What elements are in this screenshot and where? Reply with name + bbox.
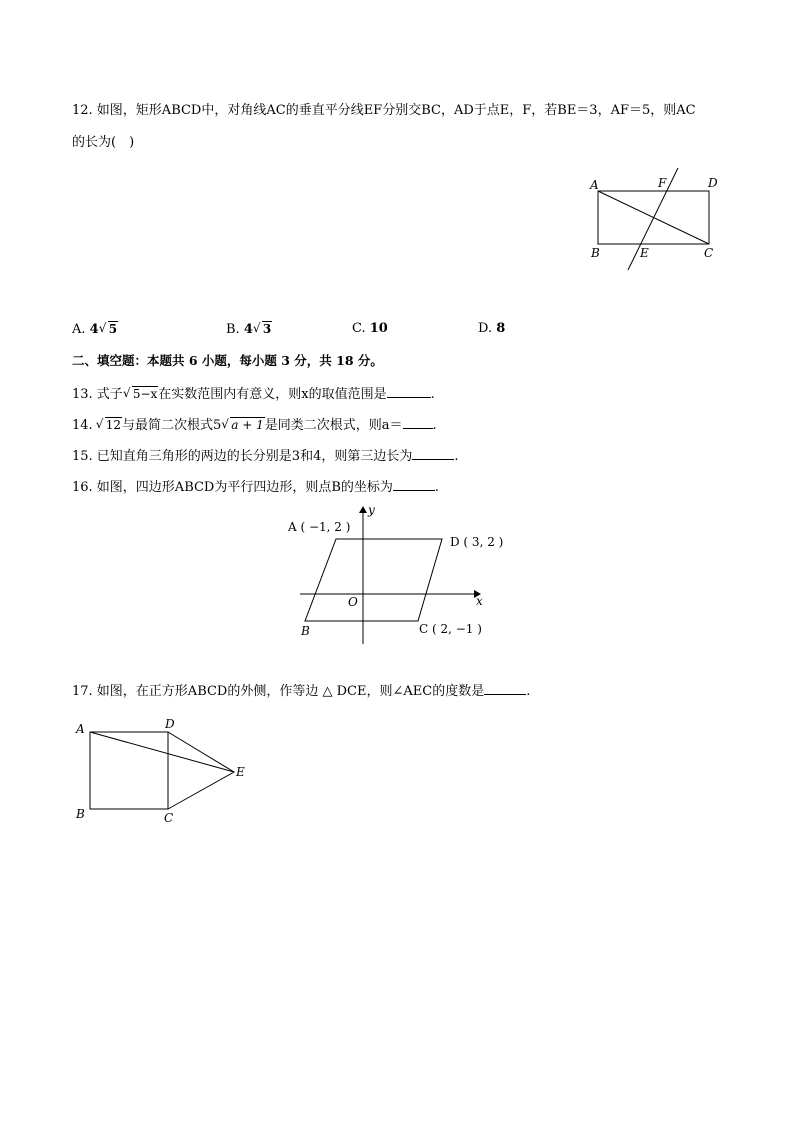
- q14-end: .: [432, 418, 437, 433]
- q12-option-d-value: 8: [496, 321, 506, 336]
- q16-label-c: C ( 2, −1 ): [419, 622, 482, 636]
- q12-label-b: B: [591, 246, 600, 260]
- q13-prefix: 13. 式子: [72, 387, 123, 402]
- q16-parallelogram-figure: [280, 500, 520, 650]
- section-fill-in-title: 二、填空题：本题共 6 小题，每小题 3 分，共 18 分。: [72, 353, 383, 368]
- q16-label-a: A ( −1, 2 ): [288, 520, 351, 534]
- q17-label-e: E: [236, 765, 245, 779]
- q12-option-a-coeff: 4: [89, 322, 99, 337]
- q16-end: .: [434, 480, 440, 495]
- q16-text: 16. 如图，四边形ABCD为平行四边形，则点B的坐标为: [72, 480, 393, 495]
- q17-answer-blank[interactable]: [484, 682, 526, 695]
- q12-label-e: E: [640, 246, 649, 260]
- q12-label-f: F: [658, 176, 667, 190]
- q14-prefix: 14.: [72, 418, 93, 433]
- q14-mid: 与最简二次根式5: [121, 418, 222, 433]
- q16-label-o: O: [348, 595, 358, 609]
- q12-option-b-root: √ 3: [252, 321, 272, 336]
- q16-label-b: B: [301, 624, 310, 638]
- q13-text: 在实数范围内有意义，则x的取值范围是: [158, 387, 387, 402]
- q12-option-b-label: B.: [226, 322, 240, 337]
- q15-text: 15. 已知直角三角形的两边的长分别是3和4，则第三边长为: [72, 449, 413, 464]
- q12-stem-line2: 的长为( ): [72, 135, 135, 150]
- q12-option-c-value: 10: [369, 321, 388, 336]
- q17-label-c: C: [164, 811, 174, 825]
- q12-option-c: [352, 320, 388, 338]
- q12-option-b-coeff: 4: [243, 322, 253, 337]
- q17-square-abcd: [90, 732, 168, 809]
- q12-option-b: [226, 320, 272, 339]
- q17-line: [72, 682, 530, 701]
- q14-root-1: √ 12: [95, 417, 121, 432]
- q13-root: √ 5−x: [122, 386, 158, 401]
- q16-label-d: D ( 3, 2 ): [450, 535, 504, 549]
- q16-parallelogram-abcd: [305, 539, 442, 621]
- q12-option-a-root: √ 5: [98, 321, 118, 336]
- q12-option-a-label: A.: [72, 322, 86, 337]
- q15-line: [72, 447, 459, 466]
- q16-answer-blank[interactable]: [393, 478, 435, 491]
- q14-radicand-1: 12: [105, 418, 121, 432]
- q12-perp-bisector-ef: [628, 168, 678, 270]
- q16-line: [72, 478, 439, 497]
- q16-label-x: x: [476, 594, 483, 608]
- q14-root-2: √ a + 1: [221, 417, 264, 432]
- q14-answer-blank[interactable]: [403, 416, 433, 429]
- q12-option-d-label: D.: [478, 321, 493, 336]
- q14-text: 是同类二次根式，则a＝: [264, 418, 403, 433]
- q13-radicand: 5−x: [132, 387, 158, 401]
- q15-answer-blank[interactable]: [412, 447, 454, 460]
- q12-option-b-radicand: 3: [262, 322, 272, 336]
- q12-option-a: [72, 320, 118, 339]
- q15-end: .: [454, 449, 459, 464]
- q17-end: .: [526, 684, 531, 699]
- q13-end: .: [430, 387, 435, 402]
- q13-answer-blank[interactable]: [387, 385, 431, 398]
- q12-label-c: C: [704, 246, 714, 260]
- q17-label-d: D: [165, 717, 175, 731]
- q13-line: [72, 385, 435, 404]
- q17-label-a: A: [76, 722, 85, 736]
- q17-label-b: B: [76, 807, 85, 821]
- q12-stem-line1: 12. 如图，矩形ABCD中，对角线AC的垂直平分线EF分别交BC，AD于点E，F，若BE＝3，AF＝5，则AC: [72, 103, 696, 118]
- q12-option-d: [478, 320, 505, 338]
- q17-triangle-dce: [168, 732, 234, 809]
- q14-line: [72, 416, 437, 435]
- q17-square-triangle-figure: [70, 712, 260, 827]
- q12-option-a-radicand: 5: [108, 322, 118, 336]
- q17-segment-ae: [90, 732, 234, 772]
- q12-rectangle-figure: [580, 165, 730, 275]
- q14-radicand-2: a + 1: [231, 418, 264, 432]
- q12-label-d: D: [708, 176, 718, 190]
- q12-label-a: A: [590, 178, 599, 192]
- q12-option-c-label: C.: [352, 321, 366, 336]
- q16-label-y: y: [368, 503, 375, 517]
- q17-text: 17. 如图，在正方形ABCD的外侧，作等边 △ DCE，则∠AEC的度数是: [72, 684, 485, 699]
